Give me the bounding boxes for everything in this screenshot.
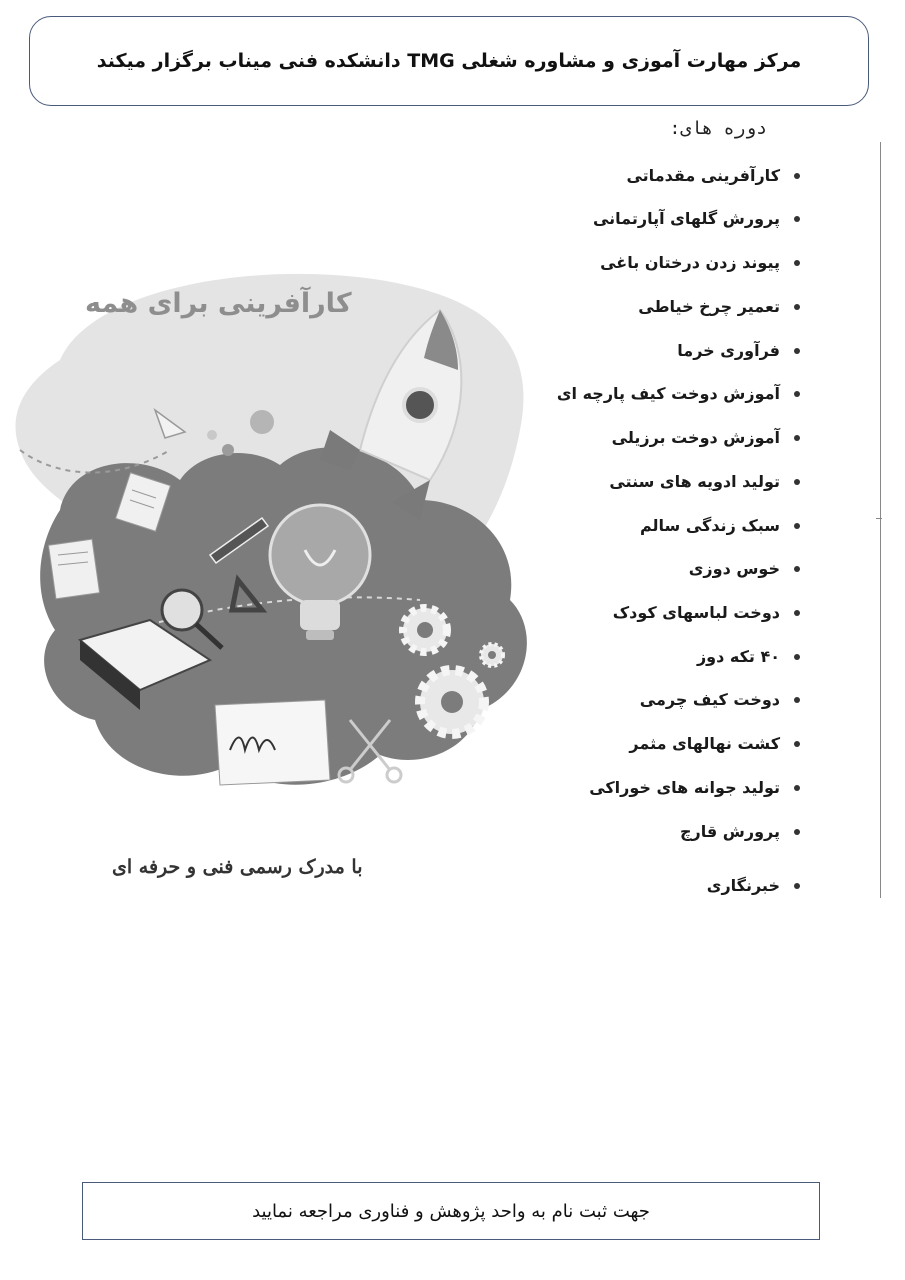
side-divider-tick [876,518,882,519]
course-label: آموزش دوخت برزیلی [611,428,780,447]
course-item [677,341,800,360]
header-title: مرکز مهارت آموزی و مشاوره شغلی TMG دانشکده فنی میناب برگزار میکند [96,50,802,72]
gear-icon [403,608,447,652]
decor-circle [222,444,234,456]
course-label: خوس دوزی [688,559,780,578]
course-label: آموزش دوخت کیف پارچه ای [556,384,780,403]
courses-heading: دوره های: [669,118,767,139]
bullet-icon [794,216,800,222]
entrepreneurship-illustration [0,250,560,810]
bullet-icon [794,566,800,572]
bullet-icon [794,348,800,354]
course-item [612,428,800,447]
course-label: کارآفرینی مقدماتی [626,166,780,185]
decor-circle [250,410,274,434]
bullet-icon [794,654,800,660]
course-label: پرورش گلهای آپارتمانی [592,209,780,228]
course-label: دوخت لباسهای کودک [612,603,780,622]
bullet-icon [794,785,800,791]
course-item [707,876,800,895]
course-item [557,384,800,403]
bullet-icon [794,741,800,747]
footer-banner [82,1182,820,1240]
gear-icon [481,644,503,666]
course-item [609,472,800,491]
course-label: تعمیر چرخ خیاطی [638,297,780,316]
course-label: ۴۰ تکه دوز [696,647,780,666]
course-label: پیوند زدن درختان باغی [600,253,780,272]
course-item [689,559,800,578]
course-item [697,647,800,666]
document-icon [48,539,99,599]
course-item [626,166,800,185]
bullet-icon [794,829,800,835]
course-label: تولید ادویه های سنتی [609,472,780,491]
bullet-icon [794,304,800,310]
registration-note: جهت ثبت نام به واحد پژوهش و فناوری مراجعه نمایید [252,1200,650,1222]
bullet-icon [794,697,800,703]
course-item [600,253,800,272]
bullet-icon [794,523,800,529]
certificate-note: با مدرک رسمی فنی و حرفه ای [112,856,363,878]
course-label: دوخت کیف چرمی [639,690,780,709]
course-item [680,822,800,841]
course-label: خبرنگاری [706,876,780,895]
course-item [593,209,800,228]
gear-icon [420,670,484,734]
header-banner [29,16,869,106]
bullet-icon [794,610,800,616]
course-item [638,297,800,316]
bullet-icon [794,883,800,889]
course-label: فرآوری خرما [677,341,780,360]
course-item [613,603,800,622]
signed-paper-icon [215,700,330,785]
course-item [640,690,800,709]
side-divider [880,142,881,898]
bullet-icon [794,260,800,266]
course-label: کشت نهالهای مثمر [629,734,780,753]
illustration-slogan: کارآفرینی برای همه [85,288,352,319]
course-item [629,734,800,753]
bullet-icon [794,173,800,179]
decor-circle [207,430,217,440]
bullet-icon [794,435,800,441]
course-label: تولید جوانه های خوراکی [589,778,780,797]
bullet-icon [794,391,800,397]
course-item [589,778,800,797]
course-item [640,516,800,535]
course-label: پرورش قارچ [680,822,780,841]
bullet-icon [794,479,800,485]
course-label: سبک زندگی سالم [639,516,780,535]
